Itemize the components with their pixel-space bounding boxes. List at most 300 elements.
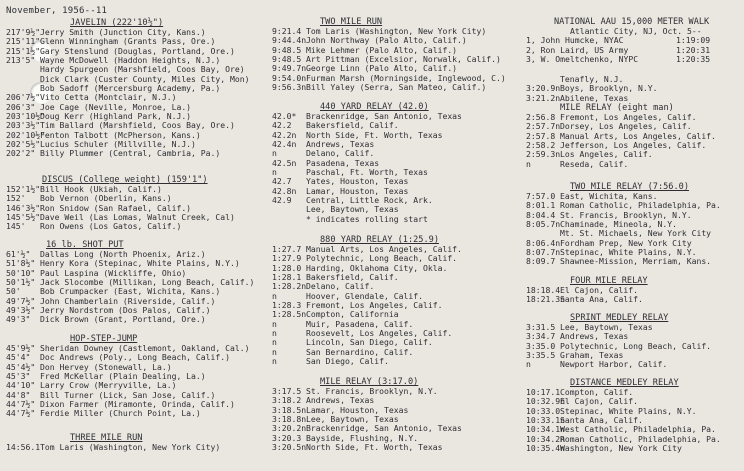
mark: 1:28.5n bbox=[272, 310, 307, 320]
athlete-or-team: Tom Laris (Washington, New York City) bbox=[306, 27, 487, 36]
mark: 217'9½" bbox=[6, 28, 41, 37]
mark: 213'5" bbox=[6, 56, 36, 66]
athlete-or-team: Pasadena, Texas bbox=[306, 158, 380, 168]
entry-row bbox=[6, 28, 308, 37]
entry-row bbox=[526, 113, 744, 122]
mark: 51'8½" bbox=[6, 259, 36, 269]
section-two-mile-relay bbox=[526, 182, 744, 267]
mark: 45'3" bbox=[6, 372, 31, 382]
mark: 10:32.9n bbox=[526, 397, 565, 407]
mark: 49'3½" bbox=[6, 306, 36, 316]
entry-row bbox=[6, 75, 308, 84]
athlete-or-team: Shawnee-Mission, Merriam, Kans. bbox=[560, 257, 712, 267]
mark: n bbox=[272, 338, 277, 348]
mark: 2:57.8 bbox=[526, 131, 556, 141]
athlete-or-team: Polytechnic, Long Beach, Calif. bbox=[560, 341, 712, 351]
mark: 9:48.5 bbox=[272, 55, 302, 65]
entry-row bbox=[6, 363, 308, 372]
mark: 3:20.2n bbox=[272, 424, 307, 434]
mark: 10:33.1n bbox=[526, 416, 565, 426]
section-title: TWO MILE RELAY (7:56.0) bbox=[570, 182, 689, 192]
athlete-or-team: Fordham Prep, New York City bbox=[560, 238, 692, 248]
mark: 42.2 bbox=[272, 121, 292, 131]
athlete-or-team: Vito Cetta (Montclair, N.J.) bbox=[40, 93, 177, 103]
athlete-or-team: Ron Owens (Los Gatos, Calif.) bbox=[40, 222, 182, 232]
athlete-or-team: Fremont, Los Angeles, Calif. bbox=[306, 301, 443, 311]
section-distance-medley bbox=[526, 378, 744, 453]
athlete-or-team: Fenton Talbott (McPherson, Kans.) bbox=[40, 130, 201, 140]
athlete-or-team: San Bernardino, Calif. bbox=[306, 347, 414, 357]
mark: 10:35.4n bbox=[526, 444, 565, 454]
athlete-or-team: Central, Little Rock, Ark. bbox=[306, 196, 433, 206]
entry-list bbox=[272, 387, 516, 452]
entry-row bbox=[6, 194, 308, 206]
mark: 42.0* bbox=[272, 112, 297, 121]
entry-row bbox=[272, 121, 516, 130]
mark: 44'8" bbox=[6, 390, 31, 400]
athlete-or-team: Art Pittman (Excelsior, Norwalk, Calif.) bbox=[306, 55, 501, 65]
entry-list bbox=[526, 36, 726, 64]
entry-row bbox=[526, 425, 744, 434]
entry-list bbox=[526, 75, 744, 103]
entry-row bbox=[272, 149, 516, 158]
mark: 1:28.3 bbox=[272, 301, 302, 311]
entry-row bbox=[526, 360, 744, 369]
mark: n bbox=[272, 357, 277, 367]
athlete-or-team: Dave Weil (Las Lomas, Walnut Creek, Cal) bbox=[40, 213, 235, 223]
athlete-or-team: Fremont, Los Angeles, Calif. bbox=[560, 113, 697, 123]
mark: 8:06.4n bbox=[526, 238, 561, 248]
entry-row bbox=[272, 112, 516, 121]
athlete-or-team: Tim Ballard (Marshfield, Coos Bay, Ore.) bbox=[40, 121, 235, 131]
mark: 8:07.7n bbox=[526, 248, 561, 258]
entry-row bbox=[526, 94, 744, 103]
mark: 45'4" bbox=[6, 353, 31, 363]
athlete-or-team: East, Wichita, Kans. bbox=[560, 192, 658, 201]
entry-row bbox=[526, 122, 744, 131]
mark: 3:31.5 bbox=[526, 323, 556, 332]
mark: 1:27.7 bbox=[272, 245, 302, 254]
mark: 3:18.2 bbox=[272, 396, 302, 406]
athlete-or-team: Stepinac, White Plains, N.Y. bbox=[560, 248, 697, 258]
entry-row bbox=[272, 329, 516, 338]
athlete-or-team: Dixon Farmer (Miramonte, Orinda, Calif.) bbox=[40, 400, 235, 410]
mark: 1:20:31 bbox=[676, 45, 711, 55]
mark: 206'3" bbox=[6, 102, 36, 112]
athlete-or-team: West Catholic, Philadelphia, Pa. bbox=[560, 425, 716, 435]
mark: 3:18.8n bbox=[272, 415, 307, 425]
entry-row bbox=[272, 338, 516, 347]
entry-row bbox=[272, 187, 516, 196]
athlete-or-team: Dick Clark (Custer County, Miles City, Mon) bbox=[40, 74, 250, 84]
mark: 202'2" bbox=[6, 149, 36, 159]
entry-row bbox=[6, 65, 308, 74]
athlete-or-team: * indicates rolling start bbox=[306, 214, 428, 224]
entry-list bbox=[6, 250, 308, 325]
entry-row bbox=[6, 287, 308, 296]
entry-list bbox=[272, 112, 516, 224]
entry-row bbox=[272, 74, 516, 83]
section-four-mile-relay bbox=[526, 276, 744, 305]
mark: 45'4½" bbox=[6, 362, 36, 372]
mark: 10:33.0 bbox=[526, 406, 561, 416]
mark: 1:28.0 bbox=[272, 263, 302, 273]
mark: 18:21.3n bbox=[526, 295, 565, 305]
mark bbox=[6, 65, 40, 74]
entry-row bbox=[526, 211, 744, 220]
mark: 206'7½" bbox=[6, 93, 41, 103]
athlete-or-team: Mt. St. Michaels, New York City bbox=[560, 229, 712, 239]
entry-row bbox=[272, 396, 516, 405]
athlete-or-team: Manual Arts, Los Angeles, Calif. bbox=[306, 245, 462, 254]
entry-row bbox=[526, 220, 744, 229]
section-title: DISTANCE MEDLEY RELAY bbox=[570, 378, 679, 388]
mark bbox=[6, 84, 40, 93]
section-two-mile bbox=[272, 17, 516, 92]
entry-row bbox=[6, 222, 308, 231]
athlete-or-team: Dallas Long (North Phoenix, Ariz.) bbox=[40, 250, 206, 259]
mark: n bbox=[272, 291, 277, 301]
athlete-or-team: Muir, Pasadena, Calif. bbox=[306, 319, 414, 329]
mark: n bbox=[272, 168, 277, 178]
mark: 1:20:35 bbox=[676, 55, 711, 65]
mark: 1:28.1 bbox=[272, 273, 302, 283]
mark: 49'3" bbox=[6, 315, 31, 325]
athlete-or-team: George Linn (Palo Alto, Calif.) bbox=[306, 64, 458, 74]
entry-row bbox=[6, 149, 308, 158]
section-mile-relay-cont bbox=[526, 75, 744, 169]
section-title: HOP-STEP-JUMP bbox=[70, 334, 138, 344]
athlete-or-team: Paul Laspina (Wickliffe, Ohio) bbox=[40, 268, 187, 278]
mark bbox=[6, 75, 40, 84]
entry-list bbox=[526, 323, 744, 370]
section-title: 880 YARD RELAY (1:25.9) bbox=[320, 235, 439, 245]
mark: 203'10½" bbox=[6, 112, 45, 122]
athlete-or-team: Reseda, Calif. bbox=[560, 159, 629, 169]
section-title: JAVELIN (222'10½") bbox=[70, 18, 164, 28]
mark bbox=[526, 229, 560, 238]
athlete-or-team: Jerry Smith (Junction City, Kans.) bbox=[40, 28, 206, 37]
entry-list bbox=[6, 443, 308, 452]
mark: n bbox=[526, 360, 531, 370]
athlete-or-team: Andrews, Texas bbox=[306, 140, 375, 150]
entry-row bbox=[526, 286, 744, 295]
entry-row bbox=[272, 245, 516, 254]
athlete-or-team: Hoover, Glendale, Calif. bbox=[306, 291, 423, 301]
section-title: SPRINT MEDLEY RELAY bbox=[570, 313, 669, 323]
entry-row bbox=[526, 323, 744, 332]
entry-row bbox=[6, 297, 308, 306]
athlete-or-team: El Cajon, Calif. bbox=[560, 397, 638, 407]
mark: 44'7½" bbox=[6, 409, 36, 419]
entry-row bbox=[6, 213, 308, 222]
section-440-relay bbox=[272, 102, 516, 224]
entry-row bbox=[6, 112, 308, 121]
entry-list bbox=[6, 28, 308, 159]
mark: 2:59.3n bbox=[526, 150, 561, 160]
entry-row bbox=[526, 342, 744, 351]
entry-list bbox=[272, 27, 516, 92]
entry-row bbox=[6, 204, 308, 213]
section-subtitle: Atlantic City, NJ, Oct. 5-- bbox=[570, 26, 702, 36]
entry-row bbox=[526, 239, 744, 248]
entry-row bbox=[272, 159, 516, 168]
athlete-or-team: Delano, Calif. bbox=[306, 282, 375, 292]
section-title: 440 YARD RELAY (42.0) bbox=[320, 102, 429, 112]
mark: 8:01.1 bbox=[526, 201, 556, 211]
athlete-or-team: Delano, Calif. bbox=[306, 149, 375, 159]
athlete-or-team: Dick Brown (Grant, Portland, Ore.) bbox=[40, 315, 206, 325]
athlete-or-team: St. Francis, Brooklyn, N.Y. bbox=[560, 210, 692, 220]
entry-row bbox=[272, 301, 516, 310]
entry-row bbox=[272, 177, 516, 186]
mark: 203'3½" bbox=[6, 121, 41, 131]
athlete-or-team: Fred McKellar (Plain Dealing, La.) bbox=[40, 372, 206, 382]
entry-row bbox=[6, 443, 308, 452]
entry-list bbox=[526, 286, 744, 305]
athlete-or-team: Henry Kora (Stepinac, White Plains, N.Y.) bbox=[40, 259, 240, 269]
athlete-or-team: Harding, Oklahoma City, Okla. bbox=[306, 263, 448, 273]
section-title: MILE RELAY (eight man) bbox=[560, 103, 674, 114]
mark: 1:19:09 bbox=[676, 36, 711, 46]
athlete-or-team: Lee, Baytown, Texas bbox=[306, 205, 399, 215]
mark: 44'7½" bbox=[6, 400, 36, 410]
athlete-or-team: Graham, Texas bbox=[560, 351, 624, 361]
entry-row bbox=[272, 140, 516, 149]
page-header: November, 1956--11 bbox=[6, 6, 108, 16]
athlete-or-team: Mike Lehmer (Palo Alto, Calif.) bbox=[306, 45, 458, 55]
entry-row bbox=[526, 150, 744, 159]
entry-row bbox=[272, 406, 516, 415]
section-mile-relay bbox=[272, 377, 516, 452]
athlete-or-team: Bill Yaley (Serra, San Mateo, Calif.) bbox=[306, 83, 487, 93]
athlete-or-team: Lincoln, San Diego, Calif. bbox=[306, 338, 433, 348]
mark: n bbox=[272, 329, 277, 339]
entry-row bbox=[526, 388, 744, 397]
mark: 1:27.9 bbox=[272, 254, 302, 264]
entry-row bbox=[526, 46, 726, 55]
section-shotput bbox=[6, 240, 308, 325]
mark: 3:34.7 bbox=[526, 332, 556, 342]
athlete-or-team: Lee, Baytown, Texas bbox=[560, 323, 653, 332]
athlete-or-team: Compton, Calif. bbox=[560, 388, 634, 397]
mark: 9:49.7n bbox=[272, 64, 307, 74]
entry-row bbox=[272, 36, 516, 45]
athlete-or-team: Paschal, Ft. Worth, Texas bbox=[306, 168, 428, 178]
mark: 50' bbox=[6, 287, 21, 297]
athlete-or-team: Newport Harbor, Calif. bbox=[560, 360, 668, 370]
entry-row bbox=[6, 306, 308, 315]
entry-row bbox=[272, 387, 516, 396]
athlete-or-team: Tom Laris (Washington, New York City) bbox=[40, 443, 221, 452]
entry-row bbox=[526, 351, 744, 360]
mark bbox=[526, 75, 560, 84]
entry-row bbox=[526, 84, 744, 93]
entry-row bbox=[526, 257, 744, 266]
section-sprint-medley bbox=[526, 313, 744, 370]
mark: 2:57.7n bbox=[526, 122, 561, 132]
entry-row bbox=[272, 205, 516, 214]
entry-row bbox=[272, 55, 516, 64]
mark: 42.5n bbox=[272, 158, 297, 168]
athlete-or-team: Roosevelt, Los Angeles, Calif. bbox=[306, 329, 453, 339]
mark: 50'10" bbox=[6, 268, 36, 278]
section-title: TWO MILE RUN bbox=[320, 17, 383, 27]
entry-row bbox=[526, 407, 744, 416]
athlete-or-team: John Northway (Palo Alto, Calif.) bbox=[306, 36, 467, 46]
athlete-or-team: Bob Vernon (Oberlin, Kans.) bbox=[40, 194, 172, 204]
mark: 3:17.5 bbox=[272, 387, 302, 396]
mark: 3:20.3 bbox=[272, 433, 302, 443]
entry-row bbox=[6, 278, 308, 287]
entry-row bbox=[272, 415, 516, 424]
athlete-or-team: Jerry Nordstrom (Dos Palos, Calif.) bbox=[40, 306, 211, 316]
mark: 42.7 bbox=[272, 177, 292, 187]
athlete-or-team: Brackenridge, San Antonio, Texas bbox=[306, 112, 462, 121]
mark: 44'10" bbox=[6, 381, 36, 391]
section-title: NATIONAL AAU 15,000 METER WALK bbox=[554, 17, 710, 27]
mark: 61'½" bbox=[6, 250, 31, 259]
mark: 145'5½" bbox=[6, 213, 41, 223]
entry-row bbox=[6, 259, 308, 268]
athlete-or-team: Ron Snidow (San Rafael, Calif.) bbox=[40, 203, 192, 213]
entry-row bbox=[526, 141, 744, 150]
section-javelin bbox=[6, 18, 308, 159]
mark: 8:05.7n bbox=[526, 220, 561, 230]
mark: 10:34.2n bbox=[526, 434, 565, 444]
section-title: 16 lb. SHOT PUT bbox=[46, 240, 124, 250]
mark: 45'9½" bbox=[6, 344, 36, 353]
entry-row bbox=[272, 348, 516, 357]
athlete-or-team: Roman Catholic, Philadelphia, Pa. bbox=[560, 201, 721, 211]
entry-row bbox=[526, 160, 744, 169]
mark: 42.9 bbox=[272, 196, 292, 206]
athlete-or-team: Manual Arts, Los Angeles, Calif. bbox=[560, 131, 716, 141]
entry-row bbox=[6, 140, 308, 149]
mark: 215'1½" bbox=[6, 46, 41, 56]
athlete-or-team: Roman Catholic, Philadelphia, Pa. bbox=[560, 434, 721, 444]
entry-row bbox=[526, 332, 744, 341]
entry-row bbox=[6, 47, 308, 56]
mark: 42.4n bbox=[272, 140, 297, 150]
entry-list bbox=[526, 388, 744, 453]
mark: 7:57.0 bbox=[526, 192, 556, 201]
mark: 8:09.7 bbox=[526, 257, 556, 267]
section-title: DISCUS (College weight) (159'1") bbox=[42, 175, 208, 185]
entry-list bbox=[272, 245, 516, 366]
mark: 9:54.0n bbox=[272, 73, 307, 83]
athlete-or-team: Ferdie Miller (Church Point, La.) bbox=[40, 409, 201, 419]
mark: 3:20.5n bbox=[272, 443, 307, 453]
mark: 2:58.2 bbox=[526, 141, 556, 151]
entry-row bbox=[526, 416, 744, 425]
entry-row bbox=[272, 424, 516, 433]
athlete-or-team: El Cajon, Calif. bbox=[560, 286, 638, 295]
entry-list bbox=[6, 344, 308, 419]
entry-row bbox=[272, 282, 516, 291]
section-title: THREE MILE RUN bbox=[70, 433, 143, 443]
mark bbox=[272, 215, 306, 224]
mark: 42.8n bbox=[272, 186, 297, 196]
mark: 3:20.9n bbox=[526, 84, 561, 94]
athlete-or-team: Hardy Spurgeon (Marshfield, Coos Bay, Ore) bbox=[40, 65, 245, 75]
mark: 3:18.5n bbox=[272, 405, 307, 415]
athlete-or-team: 3, W. Omeltchenko, NYPC bbox=[526, 55, 639, 65]
entry-row bbox=[272, 64, 516, 73]
entry-row bbox=[272, 320, 516, 329]
athlete-or-team: Bob Sadoff (Mercersburg Academy, Pa.) bbox=[40, 84, 221, 94]
entry-row bbox=[526, 444, 744, 453]
entry-row bbox=[272, 215, 516, 224]
mark: 145' bbox=[6, 222, 26, 232]
entry-row bbox=[272, 254, 516, 263]
athlete-or-team: Lamar, Houston, Texas bbox=[306, 186, 409, 196]
athlete-or-team: Brackenridge, San Antonio, Texas bbox=[306, 424, 462, 434]
athlete-or-team: Don Hervey (Stonewall, La.) bbox=[40, 362, 172, 372]
athlete-or-team: Washington, New York City bbox=[560, 444, 682, 454]
athlete-or-team: Bakersfield, Calif. bbox=[306, 121, 399, 131]
mark: 9:44.4n bbox=[272, 36, 307, 46]
athlete-or-team: Wayne McDowell (Haddon Heights, N.J.) bbox=[40, 56, 221, 66]
mark: 42.2n bbox=[272, 130, 297, 140]
mark: 152' bbox=[6, 194, 26, 204]
mark: 146'3½" bbox=[6, 203, 41, 213]
athlete-or-team: Billy Plummer (Central, Cambria, Pa.) bbox=[40, 149, 221, 159]
athlete-or-team: Lucius Schuler (Millville, N.J.) bbox=[40, 140, 196, 150]
athlete-or-team: San Diego, Calif. bbox=[306, 357, 389, 367]
entry-list bbox=[526, 192, 744, 267]
mark: 2:56.8 bbox=[526, 113, 556, 123]
mark: 14:56.1 bbox=[6, 443, 41, 452]
athlete-or-team: Bakersfield, Calif. bbox=[306, 273, 399, 283]
entry-row bbox=[6, 121, 308, 130]
mark: 3:21.2n bbox=[526, 93, 561, 103]
entry-row bbox=[6, 250, 308, 259]
athlete-or-team: John Chamberlain (Riverside, Calif.) bbox=[40, 296, 216, 306]
mark: 10:17.1 bbox=[526, 388, 561, 397]
athlete-or-team: Lamar, Houston, Texas bbox=[306, 405, 409, 415]
entry-row bbox=[526, 201, 744, 210]
entry-list bbox=[526, 113, 744, 169]
mark: n bbox=[272, 319, 277, 329]
athlete-or-team: Larry Crow (Merryville, La.) bbox=[40, 381, 177, 391]
entry-row bbox=[272, 443, 516, 452]
entry-row bbox=[6, 381, 308, 390]
athlete-or-team: Boys, Brooklyn, N.Y. bbox=[560, 84, 658, 94]
athlete-or-team: Doug Kerr (Highland Park, N.J.) bbox=[40, 112, 192, 122]
entry-row bbox=[272, 434, 516, 443]
athlete-or-team: 2, Ron Laird, US Army bbox=[526, 45, 629, 55]
athlete-or-team: North Side, Ft. Worth, Texas bbox=[306, 443, 443, 453]
athlete-or-team: Glenn Winningham (Grants Pass, Ore.) bbox=[40, 37, 216, 47]
section-national-walk bbox=[526, 17, 726, 64]
athlete-or-team: Jack Slocombe (Millikan, Long Beach, Calif.) bbox=[40, 278, 255, 288]
mark: 9:56.3n bbox=[272, 83, 307, 93]
entry-row bbox=[272, 196, 516, 205]
entry-row bbox=[6, 400, 308, 409]
athlete-or-team: Stepinac, White Plains, N.Y. bbox=[560, 406, 697, 416]
athlete-or-team: Andrews, Texas bbox=[306, 396, 375, 406]
athlete-or-team: Polytechnic, Long Beach, Calif. bbox=[306, 254, 458, 264]
mark: 10:34.1n bbox=[526, 425, 565, 435]
entry-row bbox=[6, 84, 308, 93]
mark: 18:18.4 bbox=[526, 286, 561, 295]
athlete-or-team: Gary Stenslund (Douglas, Portland, Ore.) bbox=[40, 46, 235, 56]
entry-row bbox=[526, 435, 744, 444]
entry-list bbox=[6, 185, 308, 232]
section-title: MILE RELAY (3:17.0) bbox=[320, 377, 419, 387]
section-title: FOUR MILE RELAY bbox=[570, 276, 648, 286]
